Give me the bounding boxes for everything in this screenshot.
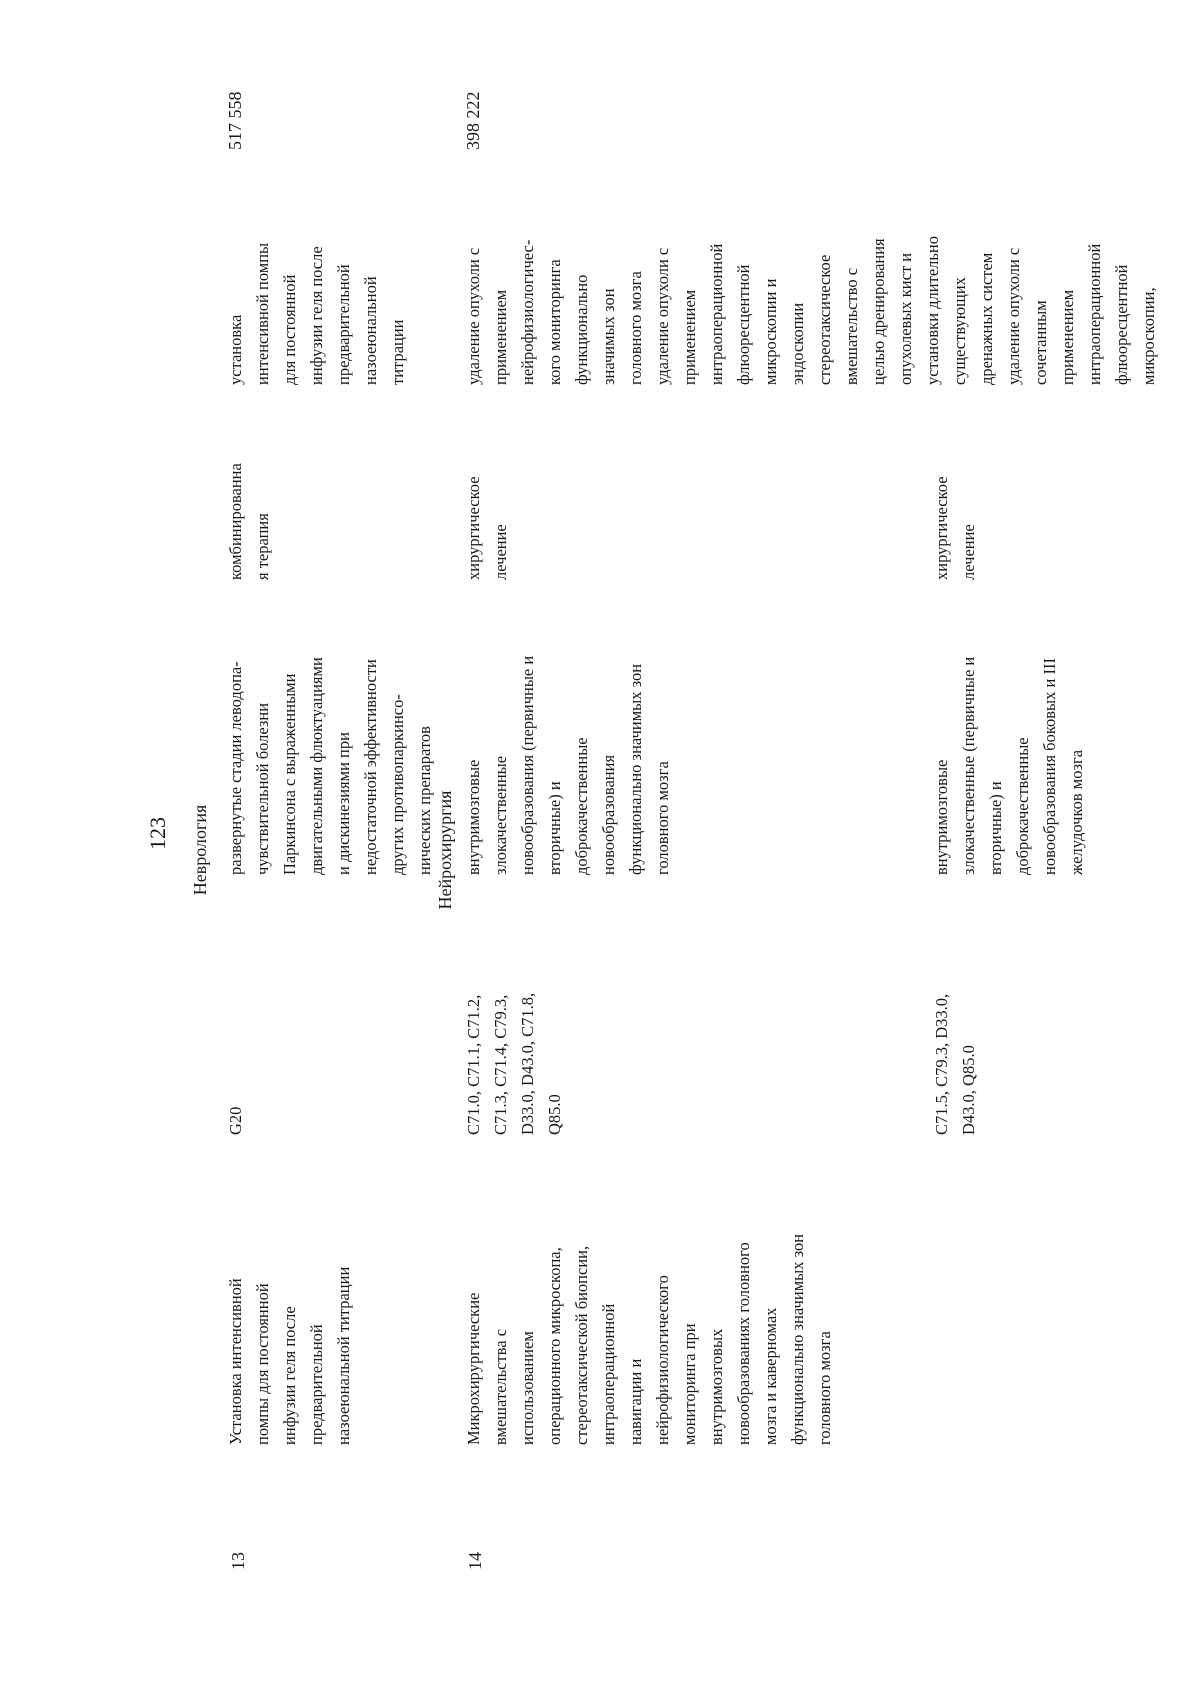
- text-line: новообразования: [599, 754, 618, 875]
- text-line: флюоресцентной: [1112, 264, 1131, 385]
- text-line: удаление опухоли с: [653, 247, 672, 385]
- text-line: нейрофизиологического: [653, 1275, 672, 1445]
- text-line: злокачественные: [491, 755, 510, 875]
- text-line: развернутые стадии леводопа-: [226, 661, 245, 875]
- text-line: эндоскопии: [788, 302, 807, 385]
- text-line: Микрохирургические: [464, 1292, 483, 1445]
- cost-value: 517 558: [225, 91, 245, 150]
- text-line: вмешательства с: [491, 1328, 510, 1445]
- text-line: назоеюнальной титрации: [334, 1266, 353, 1445]
- text-line: инфузии геля после: [307, 246, 326, 385]
- text-line: существующих: [950, 277, 969, 385]
- text-line: помпы для постоянной: [253, 1283, 272, 1445]
- text-line: сочетанным: [1031, 300, 1050, 385]
- text-line: C71.5, C79.3, D33.0,: [932, 993, 951, 1135]
- text-line: двигательными флюктуациями: [307, 657, 326, 875]
- text-line: удаление опухоли с: [464, 247, 483, 385]
- text-line: D33.0, D43.0, C71.8,: [518, 992, 537, 1135]
- diagnosis-codes: [928, 994, 982, 1135]
- text-line: хирургическое: [932, 476, 951, 580]
- text-line: других противопаркинсо-: [388, 694, 407, 875]
- text-line: вторичные) и: [545, 781, 564, 875]
- text-line: лечение: [959, 524, 978, 580]
- treatment-type: [222, 463, 276, 580]
- text-line: операционного микроскопа,: [545, 1247, 564, 1445]
- text-line: микроскопии и: [761, 278, 780, 385]
- text-line: интраоперационной: [599, 1303, 618, 1445]
- text-line: целью дренирования: [869, 238, 888, 385]
- text-line: применением: [1058, 289, 1077, 385]
- text-line: C71.0, C71.1, C71.2,: [464, 994, 483, 1135]
- text-line: G20: [226, 1106, 245, 1135]
- text-line: стереотаксическое: [815, 254, 834, 385]
- text-line: для постоянной: [280, 274, 299, 385]
- text-line: новообразованиях головного: [734, 1242, 753, 1445]
- treatment-type: [928, 476, 982, 580]
- text-line: головного мозга: [626, 271, 645, 385]
- text-line: предварительной: [334, 264, 353, 385]
- treatment-method: [460, 236, 1162, 385]
- text-line: чувствительной болезни: [253, 702, 272, 875]
- text-line: удаление опухоли с: [1004, 247, 1023, 385]
- text-line: использованием: [518, 1331, 537, 1445]
- text-line: опухолевых кист и: [896, 252, 915, 385]
- text-line: новообразования (первичные и: [518, 655, 537, 875]
- text-line: значимых зон: [599, 288, 618, 385]
- text-line: назоеюнальной: [361, 276, 380, 385]
- text-line: микроскопии,: [1139, 287, 1158, 385]
- diagnosis-description: [222, 657, 438, 875]
- text-line: применением: [680, 289, 699, 385]
- text-line: внутримозговые: [932, 759, 951, 875]
- text-line: вторичные) и: [986, 781, 1005, 875]
- text-line: внутримозговых: [707, 1328, 726, 1445]
- text-line: желудочков мозга: [1067, 749, 1086, 875]
- text-line: стереотаксической биопсии,: [572, 1245, 591, 1445]
- text-line: доброкачественные: [1013, 737, 1032, 875]
- text-line: я терапия: [253, 513, 272, 580]
- text-line: Q85.0: [545, 1094, 564, 1135]
- row-number: 14: [465, 1552, 485, 1570]
- text-line: функционально значимых зон: [788, 1233, 807, 1445]
- text-line: функционально значимых зон: [626, 663, 645, 875]
- procedure-name: [460, 1234, 838, 1445]
- text-line: предварительной: [307, 1324, 326, 1445]
- text-line: мозга и каверномах: [761, 1307, 780, 1445]
- text-line: внутримозговые: [464, 759, 483, 875]
- text-line: злокачественные (первичные и: [959, 656, 978, 875]
- text-line: дренажных систем: [977, 252, 996, 385]
- text-line: вмешательство с: [842, 267, 861, 385]
- text-line: установка: [226, 314, 245, 385]
- text-line: кого мониторинга: [545, 259, 564, 385]
- text-line: нейрофизиологичес-: [518, 239, 537, 385]
- text-line: C71.3, C71.4, C79.3,: [491, 994, 510, 1135]
- text-line: мониторинга при: [680, 1323, 699, 1445]
- text-line: применением: [491, 289, 510, 385]
- text-line: недостаточной эффективности: [361, 659, 380, 875]
- text-line: флюоресцентной: [734, 264, 753, 385]
- text-line: доброкачественные: [572, 737, 591, 875]
- text-line: интраоперационной: [707, 243, 726, 385]
- text-line: головного мозга: [653, 761, 672, 875]
- diagnosis-description: [928, 657, 1090, 875]
- rotated-table-content: [70, 50, 1158, 1650]
- diagnosis-codes: [222, 1107, 249, 1135]
- text-line: навигации и: [626, 1358, 645, 1445]
- text-line: интраоперационной: [1085, 243, 1104, 385]
- text-line: и дискинезиями при: [334, 732, 353, 875]
- text-line: хирургическое: [464, 476, 483, 580]
- text-line: новообразования боковых и III: [1040, 658, 1059, 875]
- treatment-method: [222, 243, 411, 385]
- text-line: титрации: [388, 319, 407, 385]
- treatment-type: [460, 476, 514, 580]
- text-line: Паркинсона с выраженными: [280, 673, 299, 875]
- text-line: лечение: [491, 524, 510, 580]
- section-heading-neurology: Неврология: [190, 804, 210, 896]
- text-line: интенсивной помпы: [253, 242, 272, 385]
- row-number: 13: [228, 1552, 248, 1570]
- text-line: инфузии геля после: [280, 1306, 299, 1445]
- text-line: D43.0, Q85.0: [959, 1045, 978, 1135]
- diagnosis-description: [460, 656, 676, 875]
- text-line: установки длительно: [923, 236, 942, 385]
- diagnosis-codes: [460, 993, 568, 1135]
- text-line: головного мозга: [815, 1331, 834, 1445]
- section-heading-neurosurgery: Нейрохирургия: [435, 790, 455, 910]
- text-line: функционально: [572, 274, 591, 385]
- text-line: нических препаратов: [415, 726, 434, 875]
- text-line: Установка интенсивной: [226, 1278, 245, 1445]
- text-line: комбинированна: [226, 463, 245, 580]
- procedure-name: [222, 1267, 357, 1445]
- page-number: 123: [145, 817, 170, 850]
- cost-value: 398 222: [463, 91, 483, 150]
